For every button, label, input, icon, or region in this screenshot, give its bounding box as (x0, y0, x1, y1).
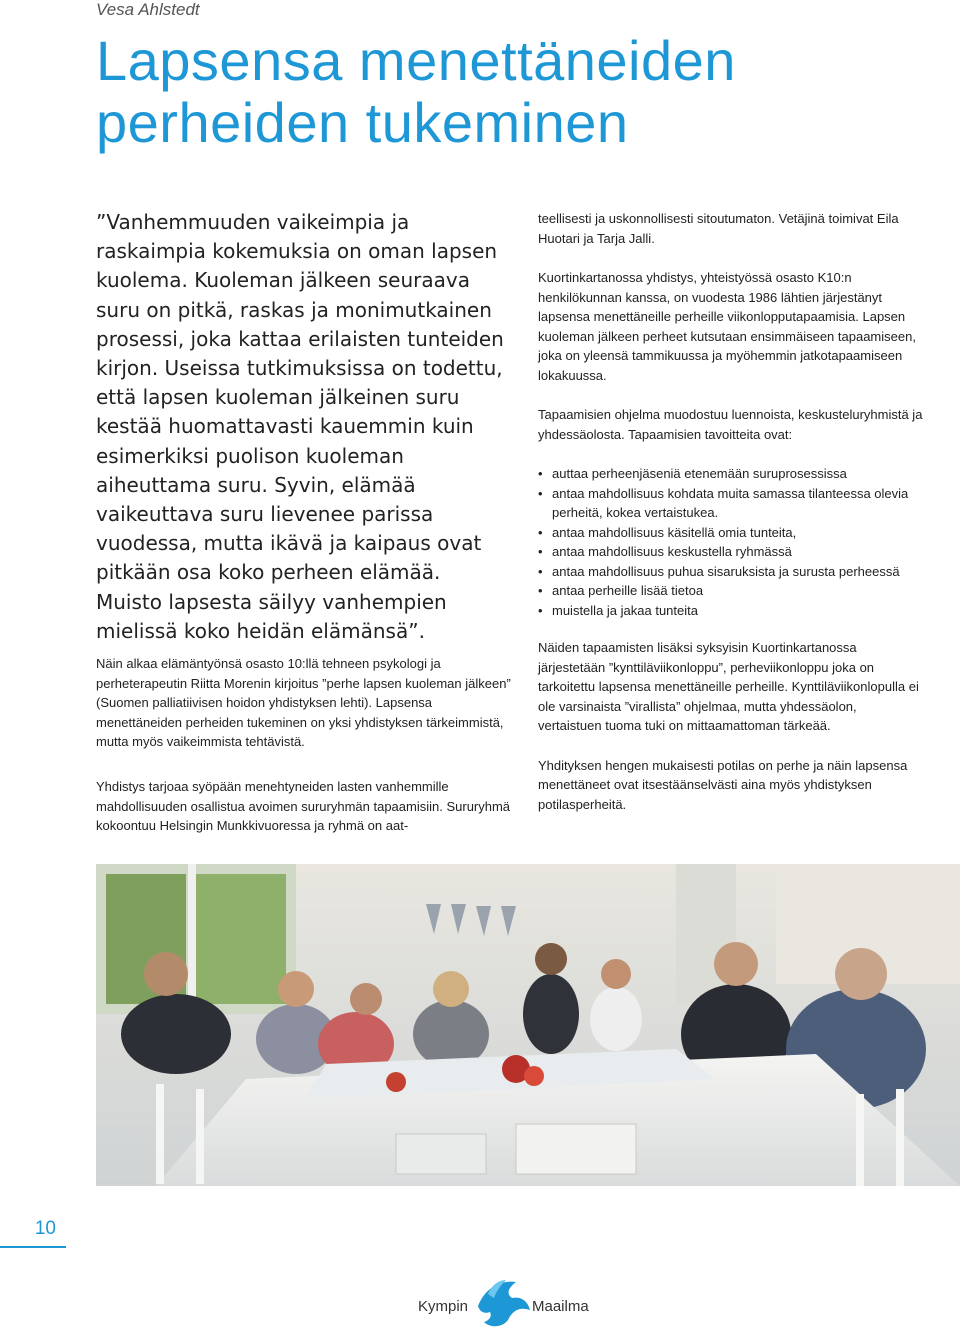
publication-logo (412, 1276, 612, 1328)
author-name: Vesa Ahlstedt (96, 0, 200, 19)
logo-word-2: Maailma (532, 1298, 589, 1315)
title-line-1: Lapsensa menettäneiden (96, 29, 736, 92)
article-title (96, 30, 916, 154)
title-line-2: perheiden tukeminen (96, 91, 629, 154)
list-item: • auttaa perheenjäseniä etenemään suruprosessissa (538, 464, 923, 484)
body-paragraph-4: Kuortinkartanossa yhdistys, yhteistyössä osasto K10:n henkilökunnan kanssa, on vuodesta 1986 lähtien järjestänyt lapsensa menettäneille perheille viikonlopputapaamisia. Lapsen kuoleman jälkeen perheet kutsutaan ensimmäiseen tapaamiseen, joka on yleensä tammikuussa ja myöhemmin jatkotapaamiseen lokakuussa. (538, 270, 916, 383)
group-meeting-photo (96, 864, 960, 1186)
list-item: • antaa mahdollisuus kohdata muita samassa tilanteessa olevia perheitä, kokea vertaistukea. (538, 484, 923, 523)
body-paragraph-3: teellisesti ja uskonnollisesti sitoutumaton. Vetäjinä toimivat Eila Huotari ja Tarja Jalli. (538, 211, 899, 246)
logo-word-1: Kympin (418, 1298, 469, 1315)
list-item: • antaa perheille lisää tietoa (538, 581, 923, 601)
page-number: 10 (0, 1218, 66, 1248)
body-paragraph-5: Tapaamisien ohjelma muodostuu luennoista, keskusteluryhmistä ja yhdessäolosta. Tapaamisien tavoitteita ovat: (538, 407, 923, 442)
right-column (538, 209, 923, 834)
body-paragraph-2: Yhdistys tarjoaa syöpään menehtyneiden lasten vanhemmille mahdollisuuden osallistua avoimen sururyhmän tapaamisiin. Sururyhmä kokoontuu Helsingin Munkkivuoressa ja ryhmä on aat- (96, 779, 511, 833)
list-item: • muistella ja jakaa tunteita (538, 601, 923, 621)
dove-icon (468, 1276, 532, 1330)
body-paragraph-1: Näin alkaa elämäntyönsä osasto 10:llä tehneen psykologi ja perheterapeutin Riitta Morenin kirjoitus ”perhe lapsen kuoleman jälkeen” (Suomen palliatiivisen hoidon yhdistyksen lehti). Lapsensa menettäneiden perheiden tukeminen on yksi yhdistyksen tärkeimmistä, mutta myös vaikeimmista tehtävistä. (96, 656, 511, 749)
list-item: • antaa mahdollisuus puhua sisaruksista ja surusta perheessä (538, 562, 923, 582)
lead-quote: ”Vanhemmuuden vaikeimpia ja raskaimpia kokemuksia on oman lapsen kuolema. Kuoleman jälkeen seuraava suru on pitkä, raskas ja monimutkainen prosessi, joka kattaa erilaisten tunteiden kirjon. Useissa tutkimuksissa on todettu, että lapsen kuoleman jälkeinen suru kestää huomattavasti kauemmin kuin esimerkiksi puolison kuoleman aiheuttama suru. Syvin, elämää vaikeuttava suru lievenee parissa vuodessa, mutta ikävä ja kaipaus ovat pitkään osa koko perheen elämää. Muisto lapsesta säilyy vanhempien mielissä koko heidän elämänsä”. (96, 210, 504, 643)
list-item: • antaa mahdollisuus käsitellä omia tunteita, (538, 523, 923, 543)
body-paragraph-6: Näiden tapaamisten lisäksi syksyisin Kuortinkartanossa järjestetään ”kynttiläviikonloppu”, perheviikonloppu joka on tarkoitettu lapsensa menettäneille perheille. Kynttiläviikonlopulla ei ole varsinaista ”virallista” ohjelmaa, mutta yhdessäolon, vertaistuen tuoma tuki on mittaamattoman tärkeää. (538, 640, 919, 733)
list-item: • antaa mahdollisuus keskustella ryhmässä (538, 542, 923, 562)
goals-list (538, 464, 923, 620)
body-paragraph-7: Yhdityksen hengen mukaisesti potilas on perhe ja näin lapsensa menettäneet ovat itsestäänselvästi aina myös yhdistyksen potilasperheitä. (538, 757, 908, 812)
